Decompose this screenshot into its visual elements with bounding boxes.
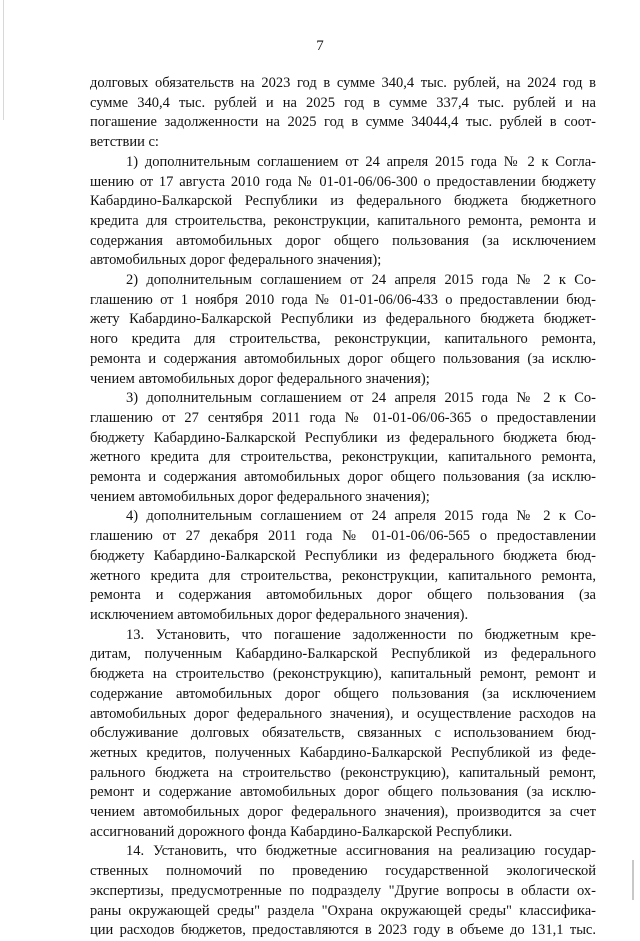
text-line: долговых обязательств на 2023 год в сумме 340,4 тыс. рублей, на 2024 год в	[90, 75, 596, 91]
text-line: ственных полномочий по проведению государственной экологической	[90, 863, 596, 880]
text-line: 1) дополнительным соглашением от 24 апреля 2015 года № 2 к Согла-	[126, 153, 596, 170]
text-line: кредита для строительства, реконструкции, капитального ремонта, ремонта и	[90, 212, 596, 229]
paragraph	[90, 842, 596, 941]
paragraph	[90, 271, 596, 389]
scan-edge-mark	[632, 860, 634, 900]
text-line: бюджету Кабардино-Балкарской Республики из федерального бюджета бюд-	[90, 429, 596, 446]
text-line: 3) дополнительным соглашением от 24 апреля 2015 года № 2 к Со-	[126, 390, 596, 407]
text-line: автомобильных дорог федерального значения), и осуществление расходов на	[90, 705, 596, 722]
text-line: Кабардино-Балкарской Республики из федерального бюджета бюджетного	[90, 193, 596, 210]
text-line: ветствии с:	[90, 134, 159, 151]
text-line: ремонт и содержание автомобильных дорог общего пользования (за исклю-	[90, 784, 596, 801]
text-line: содержания автомобильных дорог общего пользования (за исключением	[90, 232, 596, 249]
paragraph	[90, 153, 596, 271]
text-line: дитам, полученным Кабардино-Балкарской Республикой из федерального	[90, 646, 596, 663]
text-line: рального бюджета на строительство (реконструкцию), капитальный ремонт,	[90, 764, 596, 781]
text-line: ремонта и содержания автомобильных дорог общего пользования (за исклю-	[90, 350, 596, 367]
text-line: ремонта и содержания автомобильных дорог общего пользования (за исклю-	[90, 469, 596, 486]
text-line: жету Кабардино-Балкарской Республики из федерального бюджета бюджет-	[90, 311, 596, 328]
text-line: сумме 340,4 тыс. рублей и на 2025 год в сумме 337,4 тыс. рублей и на	[90, 94, 596, 111]
scan-edge-mark	[3, 0, 4, 120]
text-line: 13. Установить, что погашение задолженности по бюджетным кре-	[126, 626, 596, 643]
text-line: 2) дополнительным соглашением от 24 апреля 2015 года № 2 к Со-	[126, 272, 596, 289]
paragraph	[90, 626, 596, 843]
text-line: обслуживание долговых обязательств, связанных с использованием бюд-	[90, 725, 596, 742]
text-line: 14. Установить, что бюджетные ассигнования на реализацию государ-	[126, 843, 596, 860]
text-line: автомобильных дорог федерального значения);	[90, 252, 382, 269]
text-line: чением автомобильных дорог федерального значения), производится за счет	[90, 804, 596, 821]
text-line: погашение задолженности на 2025 год в сумме 34044,4 тыс. рублей в соот-	[90, 114, 596, 131]
text-line: бюджету Кабардино-Балкарской Республики из федерального бюджета бюд-	[90, 547, 596, 564]
paragraph	[90, 74, 596, 153]
text-line: бюджета на строительство (реконструкцию), капитальный ремонт, ремонт и	[90, 666, 596, 683]
text-line: глашению от 1 ноября 2010 года № 01-01-06/06-433 о предоставлении бюд-	[90, 291, 596, 308]
paragraph	[90, 389, 596, 507]
text-line: чением автомобильных дорог федерального значения);	[90, 488, 430, 505]
document-body	[90, 74, 596, 941]
paragraph	[90, 507, 596, 625]
text-line: чением автомобильных дорог федерального значения);	[90, 370, 430, 387]
text-line: жетного кредита для строительства, реконструкции, капитального ремонта,	[90, 567, 596, 584]
text-line: ного кредита для строительства, реконструкции, капитального ремонта,	[90, 331, 596, 348]
text-line: раны окружающей среды" раздела "Охрана окружающей среды" классифика-	[90, 902, 596, 919]
text-line: ассигнований дорожного фонда Кабардино-Балкарской Республики.	[90, 823, 513, 840]
text-line: исключением автомобильных дорог федерального значения).	[90, 606, 469, 623]
page-number: 7	[316, 38, 324, 54]
text-line: 4) дополнительным соглашением от 24 апреля 2015 года № 2 к Со-	[126, 508, 596, 525]
text-line: ции расходов бюджетов, предоставляются в 2023 году в объеме до 131,1 тыс.	[90, 922, 596, 939]
text-line: содержание автомобильных дорог общего пользования (за исключением	[90, 685, 596, 702]
text-line: ремонта и содержания автомобильных дорог общего пользования (за	[90, 587, 596, 604]
text-line: шению от 17 августа 2010 года № 01-01-06/06-300 о предоставлении бюджету	[90, 173, 596, 190]
text-line: глашению от 27 декабря 2011 года № 01-01-06/06-565 о предоставлении	[90, 528, 596, 545]
text-line: экспертизы, предусмотренные по подразделу "Другие вопросы в области ох-	[90, 882, 596, 899]
text-line: жетных кредитов, полученных Кабардино-Балкарской Республикой из феде-	[90, 744, 596, 761]
text-line: жетного кредита для строительства, реконструкции, капитального ремонта,	[90, 449, 596, 466]
text-line: глашению от 27 сентября 2011 года № 01-01-06/06-365 о предоставлении	[90, 409, 596, 426]
